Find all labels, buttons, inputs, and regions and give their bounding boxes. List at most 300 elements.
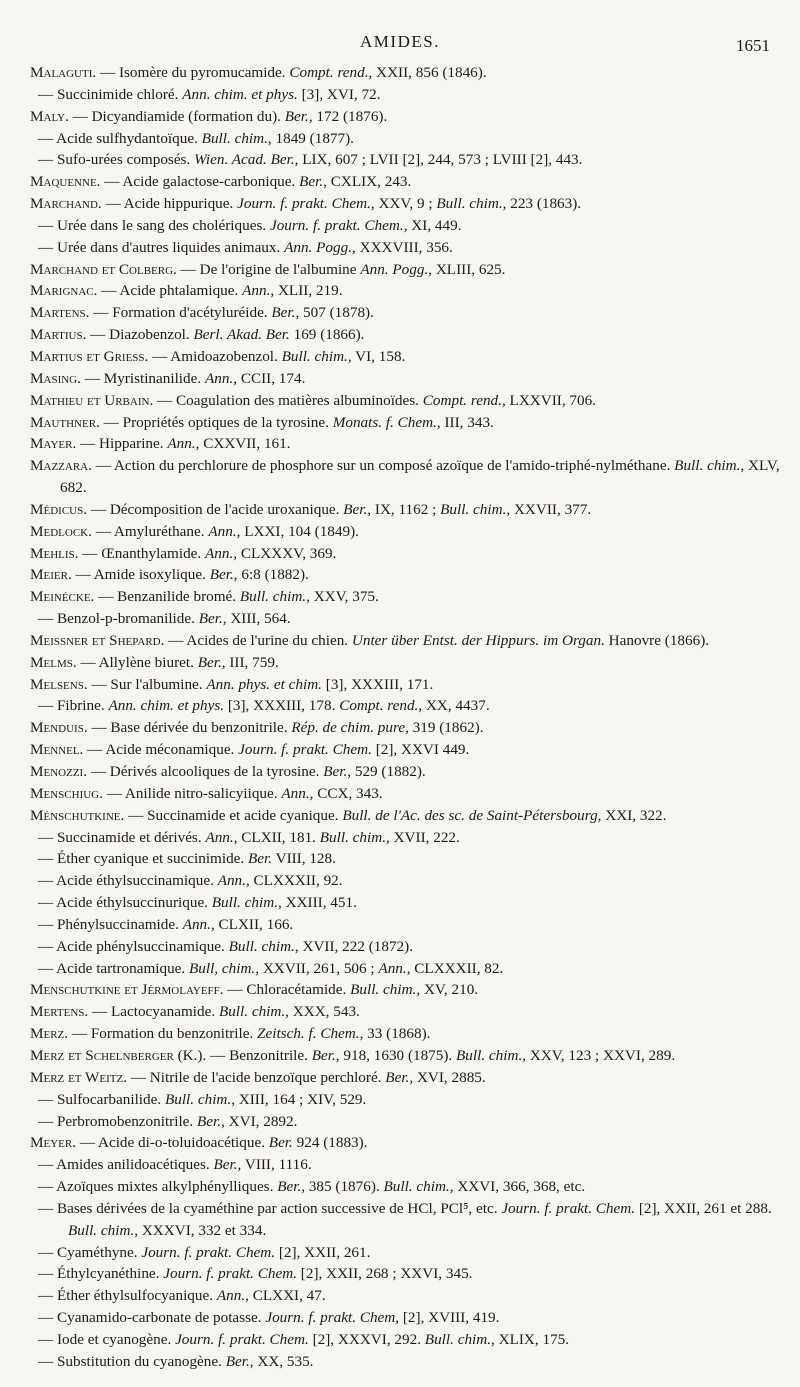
entry-title: Éther cyanique et succinimide. (56, 850, 249, 868)
entry-source: Ber. (284, 107, 309, 125)
entry-source: Journ. f. prakt. Chem. (175, 1330, 309, 1348)
entry-source: Ann. Pogg. (360, 260, 429, 278)
entry-title: Sulfocarbanilide. (56, 1090, 165, 1108)
bibliography-entry (30, 1001, 780, 1023)
entry-separator: — (76, 653, 99, 671)
bibliography-entry (30, 958, 780, 980)
bibliography-entry (30, 521, 780, 543)
entry-reference: , VI, 158. (347, 347, 406, 365)
bibliography-entry (30, 827, 780, 849)
bibliography-entry (30, 1154, 780, 1176)
entry-reference: , XXV, 9 ; (370, 195, 437, 213)
entry-source: Bull. chim. (383, 1178, 450, 1196)
entry-author: — (38, 1287, 54, 1305)
entry-reference: , XXV, 123 ; XXVI, 289. (522, 1046, 676, 1064)
entry-source: Ann. (167, 435, 196, 453)
entry-separator: — (176, 260, 200, 278)
entry-author: — (38, 828, 54, 846)
entry-reference: , XVI, 2885. (409, 1068, 486, 1086)
entry-separator: — (96, 64, 119, 81)
bibliography-entry (30, 171, 780, 193)
bibliography-entry (30, 1242, 780, 1264)
entry-title: Chloracétamide. (246, 981, 351, 999)
entry-reference: , CLXXXV, 369. (233, 544, 337, 562)
bibliography-entry (30, 84, 780, 106)
entry-title: Décomposition de l'acide uroxanique. (109, 500, 344, 518)
bibliography-entry (30, 1132, 780, 1154)
entry-author: — (38, 85, 54, 103)
bibliography-entry (30, 892, 780, 914)
entry-source: Ber. (213, 1156, 238, 1174)
entry-separator: — (127, 1068, 150, 1086)
entry-separator: — (68, 1025, 91, 1043)
entry-reference: , XXIII, 451. (278, 894, 357, 912)
entry-author: — (38, 894, 54, 912)
entry-author: — (38, 1352, 54, 1370)
entry-source: Journ. f. prakt. Chem (265, 1309, 396, 1327)
bibliography-entry (30, 870, 780, 892)
entry-separator: — (88, 1003, 111, 1021)
entry-title: Acide sulfhydantoïque. (56, 129, 202, 147)
entry-separator: — (101, 195, 124, 213)
entry-separator: — (91, 522, 114, 540)
entry-separator: — (97, 282, 120, 300)
entry-title: Azoïques mixtes alkylphénylliques. (56, 1178, 278, 1196)
entry-author: Maly. (30, 107, 69, 125)
entry-source: Bull. chim. (68, 1221, 135, 1239)
entry-author: Mauthner. (30, 413, 100, 431)
entry-author: Marchand. (30, 195, 102, 213)
entry-reference: , XLII, 219. (270, 282, 343, 300)
entry-reference: , XIII, 564. (222, 610, 291, 628)
entry-author: Merz et Weitz. (30, 1068, 127, 1086)
entry-title: Action du perchlorure de phosphore sur un composé azoïque de l'amido-triphé-nylméthane. (113, 457, 675, 475)
entry-reference: , CLXXI, 47. (245, 1287, 326, 1305)
entry-reference: , XVII, 222. (386, 828, 460, 846)
entry-source: Ber. (299, 173, 324, 191)
entry-separator: — (99, 413, 123, 431)
entry-author: Meier. (30, 566, 72, 584)
entry-title: Formation d'acétyluréide. (112, 304, 272, 322)
entry-source: Wien. Acad. Ber. (194, 151, 295, 169)
entry-reference: , CLXII, 181. (233, 828, 320, 846)
entry-author: Mertens. (30, 1003, 89, 1021)
entry-reference: , 172 (1876). (308, 107, 388, 125)
entry-reference: , 529 (1882). (347, 763, 426, 780)
entry-author: Medlock. (30, 522, 92, 540)
entry-separator: — (91, 457, 114, 475)
entry-separator: — (87, 763, 110, 780)
entry-source: Ber. (343, 500, 368, 518)
entry-title: Hipparine. (99, 435, 168, 453)
entry-source: Ann. (208, 522, 237, 540)
entry-source: Ann. (378, 959, 407, 977)
entry-reference: , 33 (1868). (359, 1025, 431, 1043)
entry-reference: 924 (1883). (292, 1134, 368, 1152)
bibliography-entry (30, 128, 780, 150)
entry-author: Mehlis. (30, 544, 79, 562)
entry-separator: — (71, 566, 94, 584)
entry-reference: , XXII, 856 (1846). (368, 64, 487, 81)
entry-source: Bull. chim. (211, 894, 279, 912)
entry-source: Compt. rend. (422, 391, 502, 409)
entry-title: Amide isoxylique. (93, 566, 210, 584)
entry-reference: , CLXXXII, 82. (406, 959, 504, 977)
entry-source: Journ. f. prakt. Chem. (237, 195, 371, 213)
bibliography-entry (30, 936, 780, 958)
entry-title: Diazobenzol. (109, 326, 194, 344)
entry-reference: , 918, 1630 (1875). (335, 1046, 457, 1064)
bibliography-entry (30, 215, 780, 237)
bibliography-entry (30, 412, 780, 434)
entry-author: — (38, 850, 54, 868)
bibliography-entry (30, 586, 780, 608)
entry-source: Bull. chim. (456, 1046, 523, 1064)
entry-title: Nitrile de l'acide benzoïque perchloré. (149, 1068, 386, 1086)
entry-title: De l'origine de l'albumine (199, 260, 361, 278)
entry-author: — (38, 1265, 54, 1283)
entry-title: Acide éthylsuccinurique. (56, 894, 212, 912)
entry-title: Perbromobenzonitrile. (56, 1112, 198, 1130)
entry-separator: — (94, 588, 118, 606)
entry-author: — (38, 872, 54, 890)
entry-reference: , IX, 1162 ; (367, 500, 441, 518)
entry-author: — (38, 1243, 54, 1261)
entry-title: Acide tartronamique. (56, 959, 189, 977)
entry-author: Marignac. (30, 282, 98, 300)
bibliography-entry (30, 674, 780, 696)
entry-title: Acide phénylsuccinamique. (56, 937, 229, 955)
entry-source: Ber. (271, 304, 296, 322)
bibliography-entry (30, 1176, 780, 1198)
entry-reference: , 1849 (1877). (267, 129, 354, 147)
entry-reference: , CLXXXII, 92. (245, 872, 343, 890)
entry-reference: Hanovre (1866). (604, 631, 710, 649)
entry-author: Meissner et Shepard. (30, 631, 165, 649)
entry-author: — (38, 937, 54, 955)
entry-source: Compt. rend. (339, 697, 419, 715)
entry-reference: [2], XXVI 449. (371, 741, 470, 759)
entry-separator: — (76, 1134, 98, 1152)
entry-source: Journ. f. prakt. Chem. (501, 1199, 636, 1217)
entry-separator: — (83, 741, 106, 759)
entry-reference: [2], XXII, 261 et 288. (635, 1199, 772, 1217)
entry-separator: — (206, 1046, 230, 1064)
bibliography-entry (30, 1067, 780, 1089)
entry-reference: , XLIX, 175. (491, 1330, 570, 1348)
entry-title: Acide hippurique. (123, 195, 238, 213)
entry-title: Œnanthylamide. (101, 544, 206, 562)
entry-title: Cyanamido-carbonate de potasse. (56, 1309, 266, 1327)
entry-separator: — (68, 107, 92, 125)
entry-separator: — (148, 347, 171, 365)
entry-author: — (38, 697, 54, 715)
entry-reference: , LXXI, 104 (1849). (236, 522, 359, 540)
entry-reference: , CCII, 174. (233, 369, 306, 387)
entry-title: Acide méconamique. (105, 741, 239, 759)
entry-reference: , XX, 4437. (418, 697, 490, 715)
entry-reference: , XXV, 375. (306, 588, 379, 606)
entry-author: Maquenne. (30, 173, 101, 191)
entry-title: Anilide nitro-salicyiique. (124, 784, 282, 802)
entry-separator: — (102, 784, 125, 802)
entry-source: Bull. chim. (436, 195, 503, 213)
entry-source: Ann. (242, 282, 271, 300)
entry-source: Ber. (197, 1112, 222, 1130)
entry-author: Menschiug. (30, 784, 103, 802)
entry-source: Bull. chim. (424, 1330, 492, 1348)
entry-reference: , [2], XVIII, 419. (395, 1309, 500, 1327)
entry-author: — (38, 151, 54, 169)
entry-source: Ann. (182, 915, 211, 933)
entry-source: Zeitsch. f. Chem. (257, 1025, 360, 1043)
bibliography-entry (30, 433, 780, 455)
entry-source: Ann. phys. et chim. (206, 675, 322, 693)
page-number: 1651 (736, 36, 770, 55)
entry-source: Berl. Akad. Ber. (193, 326, 290, 344)
entry-source: Ann. (205, 828, 234, 846)
bibliography-entry (30, 1023, 780, 1045)
entry-reference: [3], XVI, 72. (297, 85, 381, 103)
entry-title: Formation du benzonitrile. (90, 1025, 258, 1043)
entry-reference: , CXXVII, 161. (195, 435, 291, 453)
entry-title: Myristinanilide. (103, 369, 205, 387)
entry-title: Succinimide chloré. (56, 85, 183, 103)
entry-reference: , VIII, 1116. (237, 1156, 312, 1174)
bibliography-entry (30, 848, 780, 870)
entry-author: Menschutkine et Jérmolayeff. (30, 981, 224, 999)
entry-author: — (38, 1199, 54, 1217)
bibliography-entry (30, 739, 780, 761)
bibliography-list (30, 62, 780, 1373)
entry-source: Ann. (281, 784, 310, 802)
entry-source: Unter über Entst. der Hippurs. im Organ. (351, 631, 605, 649)
bibliography-entry (30, 62, 780, 84)
entry-source: Journ. f. prakt. Chem. (141, 1243, 276, 1261)
entry-title: Dérivés alcooliques de la tyrosine. (109, 763, 324, 780)
entry-separator: — (153, 391, 177, 409)
entry-title: Base dérivée du benzonitrile. (110, 719, 292, 737)
entry-title: Cyaméthyne. (56, 1243, 142, 1261)
entry-author: Malaguti. (30, 64, 97, 81)
entry-author: Ménschutkine. (30, 806, 125, 824)
entry-reference: , LXXVII, 706. (501, 391, 597, 409)
bibliography-entry (30, 1198, 780, 1242)
bibliography-entry (30, 979, 780, 1001)
entry-title: Urée dans d'autres liquides animaux. (56, 238, 285, 256)
entry-source: Ber. (197, 653, 222, 671)
entry-separator: — (78, 544, 102, 562)
entry-title: Bases dérivées de la cyaméthine par action successive de HCl, PCl⁵, etc. (56, 1199, 502, 1217)
entry-source: Bull. chim. (281, 347, 348, 365)
entry-title: Iode et cyanogène. (56, 1330, 176, 1348)
bibliography-entry (30, 1329, 780, 1351)
entry-source: Journ. f. prakt. Chem. (238, 741, 372, 759)
entry-author: Mennel. (30, 741, 84, 759)
entry-reference: , XLIII, 625. (428, 260, 506, 278)
entry-source: Bull. chim. (239, 588, 307, 606)
entry-reference: , CCX, 343. (309, 784, 383, 802)
entry-reference: , XLV, 682. (60, 457, 780, 497)
entry-author: Martens. (30, 304, 90, 322)
entry-title: Substitution du cyanogène. (56, 1352, 226, 1370)
entry-title: Succinamide et dérivés. (56, 828, 206, 846)
entry-author: Melms. (30, 653, 77, 671)
bibliography-entry (30, 543, 780, 565)
bibliography-entry (30, 259, 780, 281)
entry-source: Ber. (209, 566, 234, 584)
entry-source: Ber. (198, 610, 223, 628)
entry-author: — (38, 1330, 54, 1348)
bibliography-entry (30, 324, 780, 346)
entry-reference: [3], XXXIII, 171. (321, 675, 434, 693)
entry-source: Ann. (204, 369, 234, 387)
entry-author: Melsens. (30, 675, 88, 693)
entry-title: Amides anilidoacétiques. (56, 1156, 214, 1174)
entry-author: Marchand et Colberg. (30, 260, 177, 278)
entry-reference: [2], XXII, 268 ; XXVI, 345. (297, 1265, 473, 1283)
entry-source: Ann. Pogg. (284, 238, 353, 256)
entry-source: Ber. (248, 850, 273, 868)
entry-reference: , XXVII, 261, 506 ; (255, 959, 379, 977)
entry-title: Allylène biuret. (98, 653, 198, 671)
bibliography-entry (30, 1307, 780, 1329)
entry-source: Journ. f. prakt. Chem. (163, 1265, 297, 1283)
entry-reference: , XI, 449. (403, 216, 462, 234)
entry-author: — (38, 216, 54, 234)
bibliography-entry (30, 455, 780, 499)
entry-title: Benzonitrile. (229, 1046, 312, 1064)
entry-author: Martius. (30, 326, 87, 344)
entry-source: Bull. chim. (218, 1003, 286, 1021)
entry-source: Bull. de l'Ac. des sc. de Saint-Pétersbourg (342, 806, 598, 824)
bibliography-entry (30, 1089, 780, 1111)
entry-reference: 169 (1866). (289, 326, 365, 344)
entry-source: Ann. (216, 1287, 246, 1305)
page-title: AMIDES. (360, 32, 440, 51)
entry-separator: — (87, 675, 111, 693)
entry-title: Isomère du pyromucamide. (118, 64, 290, 81)
entry-author: — (38, 238, 54, 256)
entry-source: Ber. (225, 1352, 250, 1370)
entry-reference: , XXI, 322. (597, 806, 667, 824)
entry-source: Rép. de chim. pure (291, 719, 406, 737)
entry-author: Mazzara. (30, 457, 92, 475)
entry-author: Masing. (30, 369, 81, 387)
entry-reference: , CLXII, 166. (210, 915, 294, 933)
entry-author: — (38, 129, 54, 147)
entry-source: Ann. (205, 544, 234, 562)
entry-source: Bull. chim. (201, 129, 268, 147)
entry-source: Ann. chim. et phys. (108, 697, 225, 715)
entry-separator: — (80, 369, 104, 387)
entry-source: Bull. chim. (350, 981, 417, 999)
entry-author: Menozzi. (30, 763, 88, 780)
entry-author: Médicus. (30, 500, 88, 518)
entry-title: Amidoazobenzol. (170, 347, 282, 365)
entry-author: — (38, 1112, 54, 1130)
bibliography-entry (30, 608, 780, 630)
bibliography-entry (30, 630, 780, 652)
entry-separator: — (164, 631, 187, 649)
entry-author: — (38, 915, 54, 933)
entry-reference: [2], XXII, 261. (275, 1243, 371, 1261)
entry-reference: , LIX, 607 ; LVII [2], 244, 573 ; LVIII [2], 443. (294, 151, 583, 169)
entry-author: — (38, 1178, 54, 1196)
entry-author: Mathieu et Urbain. (30, 391, 154, 409)
bibliography-entry (30, 1263, 780, 1285)
entry-reference: , 223 (1863). (502, 195, 582, 213)
entry-title: Urée dans le sang des cholériques. (56, 216, 270, 234)
bibliography-entry (30, 1351, 780, 1373)
entry-source: Ber. (277, 1178, 302, 1196)
entry-separator: — (87, 500, 110, 518)
entry-separator: — (100, 173, 123, 191)
entry-reference: , XXXVI, 332 et 334. (134, 1221, 267, 1239)
entry-title: Sur l'albumine. (110, 675, 207, 693)
bibliography-entry (30, 106, 780, 128)
entry-source: Bull. chim. (228, 937, 295, 955)
bibliography-entry (30, 346, 780, 368)
entry-reference: , 385 (1876). (301, 1178, 384, 1196)
entry-reference: , XVI, 2892. (221, 1112, 298, 1130)
bibliography-entry (30, 695, 780, 717)
bibliography-entry (30, 564, 780, 586)
bibliography-entry (30, 783, 780, 805)
entry-title: Éther éthylsulfocyanique. (56, 1287, 217, 1305)
entry-source: Compt. rend. (289, 64, 369, 81)
entry-author: Mayer. (30, 435, 77, 453)
bibliography-entry (30, 302, 780, 324)
entry-source: Bull. chim. (319, 828, 386, 846)
entry-source: Bull, chim. (189, 959, 256, 977)
entry-reference: , XXXVIII, 356. (352, 238, 453, 256)
entry-reference: , 6:8 (1882). (233, 566, 309, 584)
entry-source: Bull. chim. (440, 500, 507, 518)
bibliography-entry (30, 805, 780, 827)
entry-reference: , XXVI, 366, 368, etc. (449, 1178, 586, 1196)
entry-title: Acides de l'urine du chien. (186, 631, 352, 649)
entry-reference: , XVII, 222 (1872). (294, 937, 413, 955)
entry-separator: — (76, 435, 100, 453)
entry-title: Propriétés optiques de la tyrosine. (122, 413, 333, 431)
entry-reference: VIII, 128. (272, 850, 336, 868)
entry-source: Ann. chim. et phys. (182, 85, 298, 103)
entry-title: Amyluréthane. (113, 522, 209, 540)
entry-reference: , III, 759. (221, 653, 279, 671)
entry-reference: [3], XXXIII, 178. (224, 697, 340, 715)
entry-source: Ber. (323, 763, 348, 780)
entry-reference: , 319 (1862). (405, 719, 484, 737)
entry-author: — (38, 1156, 54, 1174)
entry-author: Martius et Griess. (30, 347, 149, 365)
entry-title: Succinamide et acide cyanique. (147, 806, 343, 824)
entry-source: Ann. (217, 872, 246, 890)
entry-reference: , XXX, 543. (285, 1003, 360, 1021)
entry-title: Dicyandiamide (formation du). (91, 107, 285, 125)
bibliography-entry (30, 193, 780, 215)
entry-reference: , XXVII, 377. (506, 500, 592, 518)
entry-author: Menduis. (30, 719, 88, 737)
running-head (0, 24, 800, 54)
entry-source: Monats. f. Chem. (332, 413, 437, 431)
entry-reference: , XX, 535. (249, 1352, 314, 1370)
bibliography-entry (30, 280, 780, 302)
bibliography-entry (30, 914, 780, 936)
entry-author: — (38, 1309, 54, 1327)
entry-reference: , III, 343. (436, 413, 494, 431)
entry-author: — (38, 959, 54, 977)
